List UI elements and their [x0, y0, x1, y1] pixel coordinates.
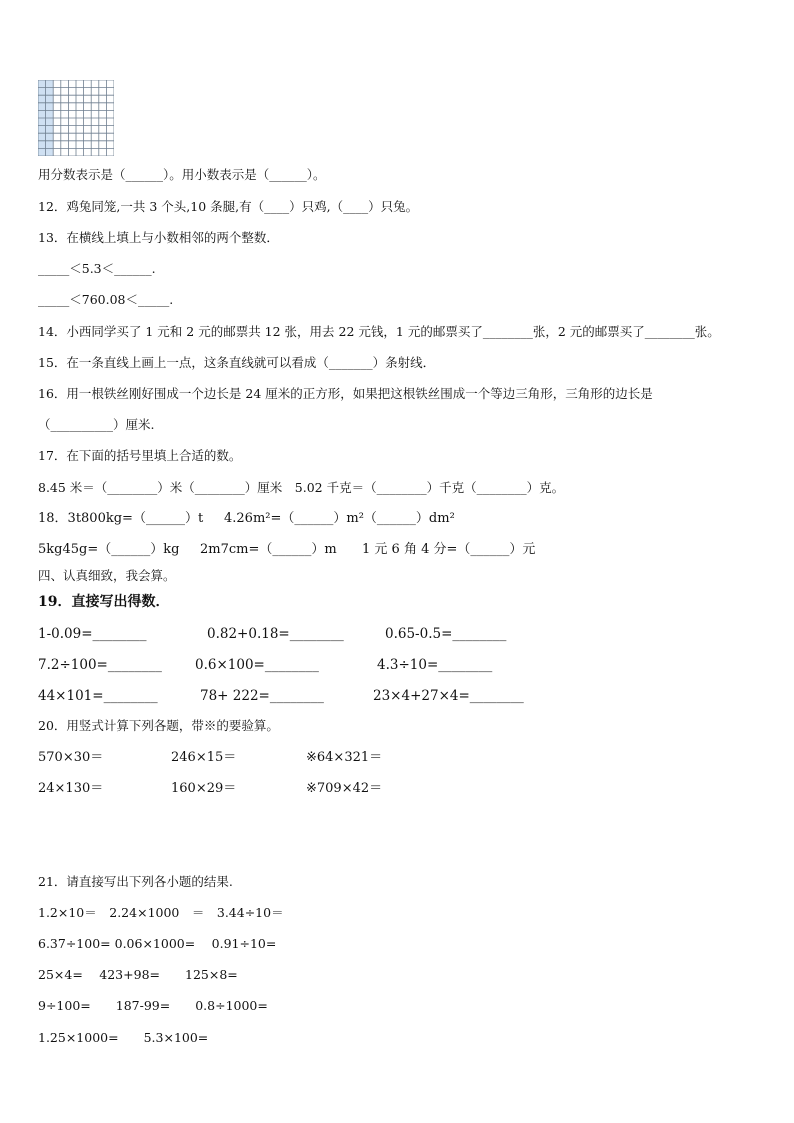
q19-item: 0.6×100=________: [195, 657, 319, 673]
q19-item: 78+ 222=________: [200, 688, 324, 704]
q16-line1: 16．用一根铁丝刚好围成一个边长是 24 厘米的正方形，如果把这根铁丝围成一个等边三角形，三角形的边长是: [38, 386, 653, 401]
q20-item: 24×130＝: [38, 781, 104, 796]
q21-row: 1.25×1000= 5.3×100=: [38, 1030, 209, 1045]
q21-title: 21．请直接写出下列各小题的结果.: [38, 874, 233, 889]
q18-item: 2m7cm=（______）m: [200, 542, 337, 557]
q17-title: 17．在下面的括号里填上合适的数。: [38, 448, 242, 463]
q13-title: 13．在横线上填上与小数相邻的两个整数．: [38, 230, 279, 245]
q20-item: ※64×321＝: [306, 750, 383, 765]
q19-title: 19．直接写出得数．: [38, 594, 170, 610]
q19-item: 0.65-0.5=________: [385, 626, 507, 642]
q18-item: 1 元 6 角 4 分=（______）元: [362, 542, 536, 557]
q21-row: 6.37÷100= 0.06×1000= 0.91÷10=: [38, 936, 277, 951]
q11-text: 用分数表示是（______）。用小数表示是（______）。: [38, 167, 326, 182]
q18-item: 18．3t800kg=（______）t: [38, 511, 204, 526]
section-4-heading: 四、认真细致，我会算。: [38, 568, 176, 583]
q19-item: 23×4+27×4=________: [373, 688, 524, 704]
q16-line2: （__________）厘米.: [38, 417, 155, 432]
q18-item: 4.26m²=（______）m²（______）dm²: [224, 511, 455, 526]
q15-text: 15．在一条直线上画上一点，这条直线就可以看成（_______）条射线．: [38, 355, 436, 370]
q21-row: 1.2×10＝ 2.24×1000 ＝ 3.44÷10＝: [38, 905, 284, 920]
q13-line1: _____＜5.3＜______.: [38, 261, 156, 276]
q19-item: 7.2÷100=________: [38, 657, 162, 673]
q21-row: 25×4= 423+98= 125×8=: [38, 967, 238, 982]
hundred-grid-figure: [38, 80, 114, 156]
q20-item: 160×29＝: [171, 781, 237, 796]
q14-text: 14．小西同学买了 1 元和 2 元的邮票共 12 张，用去 22 元钱，1 元的邮票买了________张，2 元的邮票买了________张。: [38, 324, 720, 339]
q17-line: 8.45 米＝（________）米（________）厘米 5.02 千克＝（________）千克（________）克。: [38, 480, 565, 495]
q21-row: 9÷100= 187-99= 0.8÷1000=: [38, 998, 268, 1013]
q13-line2: _____＜760.08＜_____.: [38, 292, 174, 307]
q20-item: ※709×42＝: [306, 781, 383, 796]
q20-item: 570×30＝: [38, 750, 104, 765]
q18-item: 5kg45g=（______）kg: [38, 542, 180, 557]
q19-item: 44×101=________: [38, 688, 158, 704]
q19-item: 1-0.09=________: [38, 626, 147, 642]
q20-title: 20．用竖式计算下列各题，带※的要验算。: [38, 718, 279, 733]
q19-item: 4.3÷10=________: [377, 657, 493, 673]
q19-item: 0.82+0.18=________: [207, 626, 344, 642]
q12-text: 12．鸡兔同笼,一共 3 个头,10 条腿,有（____）只鸡,（____）只兔。: [38, 199, 419, 214]
q20-item: 246×15＝: [171, 750, 237, 765]
grid-svg: [38, 80, 114, 156]
